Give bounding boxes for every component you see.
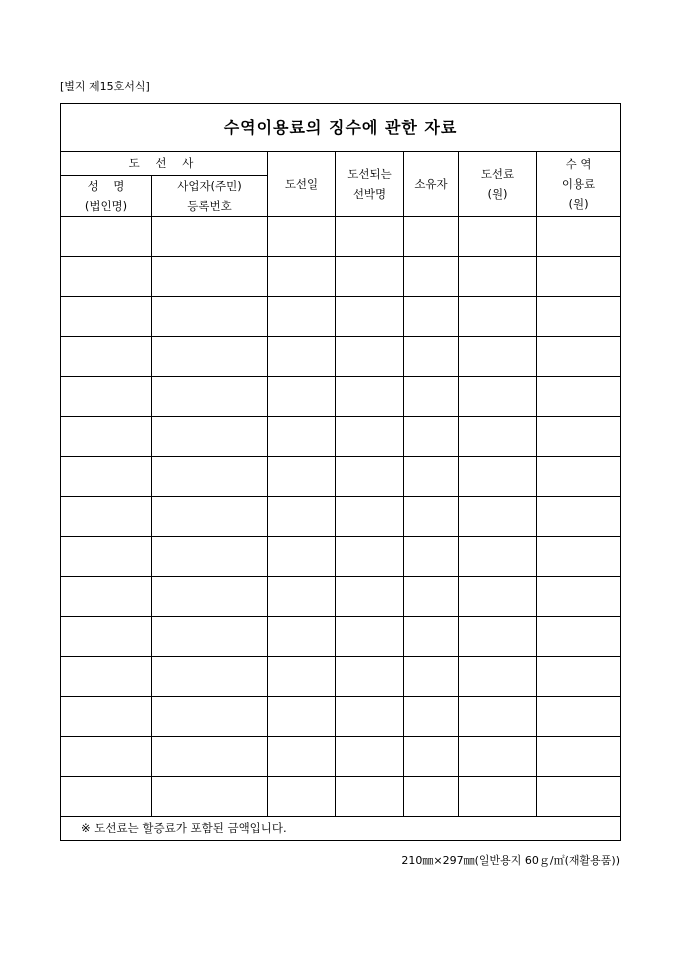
cell-pilot-name[interactable] [61, 537, 152, 577]
header-water-usage-fee [537, 152, 621, 217]
cell-registration-number[interactable] [152, 257, 268, 297]
header-water-usage-fee-line1: 수 역 [565, 157, 592, 171]
header-pilotage-fee-line1: 도선료 [480, 167, 515, 181]
pilotage-fee-table [60, 103, 621, 841]
header-ship-name [336, 152, 404, 217]
cell-pilotage-fee[interactable] [459, 697, 537, 737]
cell-owner[interactable] [404, 657, 459, 697]
header-pilot-name-line2: (법인명) [84, 199, 128, 213]
cell-pilotage-fee[interactable] [459, 537, 537, 577]
header-pilotage-date: 도선일 [268, 152, 336, 217]
cell-registration-number[interactable] [152, 457, 268, 497]
cell-owner[interactable] [404, 417, 459, 457]
cell-pilotage-date[interactable] [268, 777, 336, 817]
cell-ship-name[interactable] [336, 337, 404, 377]
cell-owner[interactable] [404, 297, 459, 337]
cell-ship-name[interactable] [336, 577, 404, 617]
cell-pilotage-date[interactable] [268, 657, 336, 697]
cell-pilotage-date[interactable] [268, 617, 336, 657]
cell-registration-number[interactable] [152, 577, 268, 617]
cell-pilot-name[interactable] [61, 257, 152, 297]
cell-pilotage-date[interactable] [268, 737, 336, 777]
cell-water-usage-fee[interactable] [537, 257, 621, 297]
cell-registration-number[interactable] [152, 617, 268, 657]
cell-registration-number[interactable] [152, 337, 268, 377]
cell-pilotage-date[interactable] [268, 537, 336, 577]
document-title: 수역이용료의 징수에 관한 자료 [61, 104, 621, 152]
cell-registration-number[interactable] [152, 777, 268, 817]
header-registration-number [152, 176, 268, 217]
cell-pilotage-fee[interactable] [459, 457, 537, 497]
cell-owner[interactable] [404, 577, 459, 617]
cell-pilot-name[interactable] [61, 497, 152, 537]
cell-registration-number[interactable] [152, 657, 268, 697]
cell-pilot-name[interactable] [61, 737, 152, 777]
header-registration-number-line1: 사업자(주민) [177, 179, 242, 193]
cell-pilotage-fee[interactable] [459, 417, 537, 457]
cell-pilotage-fee[interactable] [459, 497, 537, 537]
table-row [61, 537, 621, 577]
cell-owner[interactable] [404, 697, 459, 737]
cell-owner[interactable] [404, 457, 459, 497]
table-row [61, 457, 621, 497]
cell-water-usage-fee[interactable] [537, 777, 621, 817]
cell-pilotage-fee[interactable] [459, 657, 537, 697]
cell-ship-name[interactable] [336, 657, 404, 697]
cell-owner[interactable] [404, 737, 459, 777]
table-row [61, 257, 621, 297]
cell-ship-name[interactable] [336, 457, 404, 497]
cell-registration-number[interactable] [152, 697, 268, 737]
header-pilotage-fee [459, 152, 537, 217]
paper-specification: 210㎜×297㎜(일반용지 60ｇ/㎡(재활용품)) [401, 854, 620, 867]
cell-ship-name[interactable] [336, 257, 404, 297]
cell-ship-name[interactable] [336, 497, 404, 537]
table-row [61, 337, 621, 377]
cell-pilotage-date[interactable] [268, 497, 336, 537]
cell-water-usage-fee[interactable] [537, 217, 621, 257]
table-row [61, 657, 621, 697]
table-row [61, 577, 621, 617]
cell-pilotage-date[interactable] [268, 457, 336, 497]
cell-water-usage-fee[interactable] [537, 297, 621, 337]
cell-ship-name[interactable] [336, 697, 404, 737]
cell-pilotage-date[interactable] [268, 697, 336, 737]
cell-pilotage-date[interactable] [268, 417, 336, 457]
cell-water-usage-fee[interactable] [537, 417, 621, 457]
cell-pilot-name[interactable] [61, 617, 152, 657]
cell-water-usage-fee[interactable] [537, 737, 621, 777]
cell-ship-name[interactable] [336, 297, 404, 337]
cell-pilotage-date[interactable] [268, 337, 336, 377]
table-row [61, 297, 621, 337]
cell-pilot-name[interactable] [61, 337, 152, 377]
cell-pilotage-fee[interactable] [459, 217, 537, 257]
cell-pilot-name[interactable] [61, 297, 152, 337]
header-pilot-name-line1: 성 명 [87, 179, 125, 193]
table-row [61, 497, 621, 537]
cell-pilotage-fee[interactable] [459, 377, 537, 417]
cell-pilot-name[interactable] [61, 217, 152, 257]
header-registration-number-line2: 등록번호 [187, 199, 232, 213]
header-pilot-group: 도 선 사 [61, 152, 268, 176]
cell-pilotage-fee[interactable] [459, 777, 537, 817]
table-row [61, 377, 621, 417]
cell-pilotage-fee[interactable] [459, 577, 537, 617]
cell-ship-name[interactable] [336, 537, 404, 577]
cell-owner[interactable] [404, 257, 459, 297]
cell-pilot-name[interactable] [61, 697, 152, 737]
cell-ship-name[interactable] [336, 617, 404, 657]
table-row [61, 697, 621, 737]
cell-water-usage-fee[interactable] [537, 617, 621, 657]
cell-ship-name[interactable] [336, 777, 404, 817]
header-ship-name-line2: 선박명 [352, 187, 387, 201]
cell-water-usage-fee[interactable] [537, 537, 621, 577]
cell-registration-number[interactable] [152, 537, 268, 577]
cell-pilot-name[interactable] [61, 777, 152, 817]
header-water-usage-fee-line3: (원) [568, 197, 589, 211]
table-row [61, 417, 621, 457]
cell-owner[interactable] [404, 537, 459, 577]
table-row [61, 777, 621, 817]
cell-registration-number[interactable] [152, 297, 268, 337]
cell-owner[interactable] [404, 617, 459, 657]
cell-pilotage-fee[interactable] [459, 737, 537, 777]
cell-owner[interactable] [404, 777, 459, 817]
cell-pilotage-date[interactable] [268, 577, 336, 617]
cell-registration-number[interactable] [152, 217, 268, 257]
cell-pilot-name[interactable] [61, 417, 152, 457]
cell-pilotage-fee[interactable] [459, 337, 537, 377]
header-water-usage-fee-line2: 이용료 [561, 177, 596, 191]
cell-water-usage-fee[interactable] [537, 657, 621, 697]
cell-pilotage-fee[interactable] [459, 297, 537, 337]
cell-owner[interactable] [404, 337, 459, 377]
table-row [61, 737, 621, 777]
cell-owner[interactable] [404, 497, 459, 537]
cell-water-usage-fee[interactable] [537, 457, 621, 497]
cell-owner[interactable] [404, 377, 459, 417]
cell-water-usage-fee[interactable] [537, 337, 621, 377]
cell-pilot-name[interactable] [61, 577, 152, 617]
header-ship-name-line1: 도선되는 [347, 167, 392, 181]
cell-registration-number[interactable] [152, 417, 268, 457]
cell-pilot-name[interactable] [61, 377, 152, 417]
cell-ship-name[interactable] [336, 377, 404, 417]
cell-water-usage-fee[interactable] [537, 697, 621, 737]
cell-pilotage-date[interactable] [268, 257, 336, 297]
cell-ship-name[interactable] [336, 417, 404, 457]
cell-pilotage-date[interactable] [268, 297, 336, 337]
cell-registration-number[interactable] [152, 737, 268, 777]
cell-water-usage-fee[interactable] [537, 377, 621, 417]
cell-pilotage-date[interactable] [268, 217, 336, 257]
cell-water-usage-fee[interactable] [537, 497, 621, 537]
header-owner: 소유자 [404, 152, 459, 217]
cell-registration-number[interactable] [152, 377, 268, 417]
table-row [61, 617, 621, 657]
cell-registration-number[interactable] [152, 497, 268, 537]
cell-pilotage-date[interactable] [268, 377, 336, 417]
table-row [61, 217, 621, 257]
cell-water-usage-fee[interactable] [537, 577, 621, 617]
cell-owner[interactable] [404, 217, 459, 257]
cell-pilotage-fee[interactable] [459, 257, 537, 297]
cell-ship-name[interactable] [336, 217, 404, 257]
cell-ship-name[interactable] [336, 737, 404, 777]
cell-pilot-name[interactable] [61, 457, 152, 497]
footnote: ※ 도선료는 할증료가 포함된 금액입니다. [61, 817, 621, 841]
form-label: [별지 제15호서식] [60, 80, 150, 93]
cell-pilot-name[interactable] [61, 657, 152, 697]
header-pilot-name [61, 176, 152, 217]
cell-pilotage-fee[interactable] [459, 617, 537, 657]
header-pilotage-fee-line2: (원) [487, 187, 508, 201]
